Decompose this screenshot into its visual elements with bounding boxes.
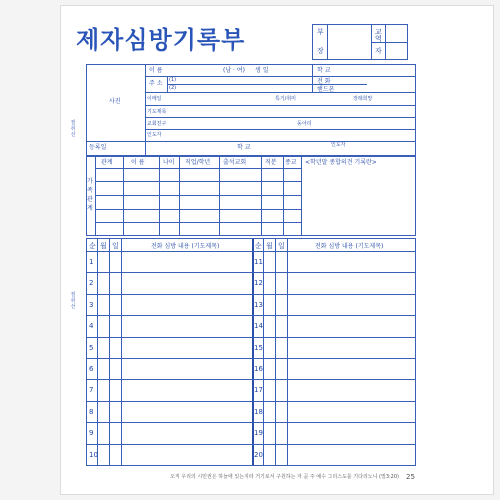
page-number: 25 xyxy=(406,473,415,481)
cut-line-mark-top: 절 취 선 xyxy=(70,120,76,138)
log-row-line xyxy=(87,294,415,295)
guide2-label: 인도자 xyxy=(331,142,346,148)
year-end-opinion-label: <학년말 종합의견 기록란> xyxy=(305,159,377,166)
log-row-number: 1 xyxy=(89,258,94,266)
reg-date-label: 등록일 xyxy=(89,144,107,151)
school-label: 학 교 xyxy=(317,67,331,74)
log-left-header-content: 전화 심방 내용 (기도제목) xyxy=(151,243,220,250)
friend-label: 교회친구 xyxy=(147,121,167,127)
visitation-log xyxy=(86,238,416,466)
family-col-religion: 종교 xyxy=(285,159,297,166)
log-row-line xyxy=(87,401,415,402)
mobile-label: 핸드폰 xyxy=(317,86,335,93)
gender-label: (남 · 여) xyxy=(223,67,245,74)
log-right-header-month: 월 xyxy=(266,242,273,250)
log-row-number: 9 xyxy=(89,429,94,438)
log-row-line xyxy=(87,422,415,423)
log-row-number: 7 xyxy=(89,386,94,395)
log-row-line xyxy=(87,272,415,273)
log-row-number: 10 xyxy=(89,450,98,459)
guide-label: 인도자 xyxy=(147,132,162,138)
approval-label-1: 부 xyxy=(317,28,324,36)
prayer-label: 기도제목 xyxy=(147,109,167,115)
log-row-number: 14 xyxy=(254,322,263,331)
log-row-number: 17 xyxy=(254,386,263,395)
cut-line-mark-bottom: 절 취 선 xyxy=(70,292,76,310)
footer-verse: 오직 우리의 시민권은 하늘에 있는지라 거기로서 구원하는 자 곧 주 예수 그리스도를 기다리노니 (빌3:20) xyxy=(170,474,399,480)
log-row-number: 8 xyxy=(89,407,94,416)
approval-label-5: 자 xyxy=(375,47,382,55)
phone-label: 전 화 xyxy=(317,78,331,85)
family-col-age: 나이 xyxy=(163,159,175,166)
log-row-number: 11 xyxy=(254,258,263,266)
log-row-line xyxy=(87,337,415,338)
log-right-header-content: 전화 심방 내용 (기도제목) xyxy=(315,243,384,250)
approval-label-3: 교 xyxy=(375,28,382,36)
email-label: 이메일 xyxy=(147,96,162,102)
approval-label-4: 역 xyxy=(375,35,382,43)
log-row-number: 6 xyxy=(89,365,94,373)
name-label: 이 름 xyxy=(149,67,163,74)
school2-label: 학 교 xyxy=(237,144,251,151)
log-row-number: 5 xyxy=(89,343,94,352)
family-col-church: 출석교회 xyxy=(223,159,247,166)
log-row-line xyxy=(87,465,415,466)
log-row-line xyxy=(87,315,415,316)
log-row-number: 3 xyxy=(89,300,94,309)
log-right-header-no: 순 xyxy=(255,242,262,250)
family-col-job: 직업/학년 xyxy=(185,159,211,166)
approval-box xyxy=(312,24,408,60)
log-right-header-day: 일 xyxy=(278,242,285,250)
log-row-number: 13 xyxy=(254,300,263,309)
log-row-line xyxy=(87,379,415,380)
log-row-number: 18 xyxy=(254,407,263,416)
info-section xyxy=(86,64,416,156)
approval-label-2: 장 xyxy=(317,47,324,55)
log-row-number: 15 xyxy=(254,343,263,352)
log-row-number: 12 xyxy=(254,279,263,288)
family-section xyxy=(86,156,416,236)
log-row-number: 2 xyxy=(89,279,94,288)
log-row-number: 20 xyxy=(254,450,263,459)
club-label: 동아리 xyxy=(297,121,312,127)
log-row-line xyxy=(87,358,415,359)
photo-label: 사진 xyxy=(109,98,121,105)
log-row-number: 19 xyxy=(254,429,263,438)
family-relations-label: 가족관계 xyxy=(87,178,93,212)
log-row-number: 16 xyxy=(254,365,263,373)
address-label: 주 소 xyxy=(149,80,163,87)
address-line-2-label: (2) xyxy=(169,85,177,91)
page-title: 제자심방기록부 xyxy=(76,26,246,54)
special-label: 특기/취미 xyxy=(275,96,297,102)
log-left-header-no: 순 xyxy=(89,242,96,250)
birth-label: 생 일 xyxy=(255,67,269,74)
log-row-line xyxy=(87,444,415,445)
log-left-header-month: 월 xyxy=(100,242,107,250)
family-col-relation: 관계 xyxy=(101,159,113,166)
career-label: 장래희망 xyxy=(353,96,373,102)
family-col-position: 직분 xyxy=(265,159,277,166)
family-col-name: 이 름 xyxy=(131,159,145,166)
address-line-1-label: (1) xyxy=(169,77,177,83)
log-left-header-day: 일 xyxy=(112,242,119,250)
log-row-number: 4 xyxy=(89,322,94,331)
